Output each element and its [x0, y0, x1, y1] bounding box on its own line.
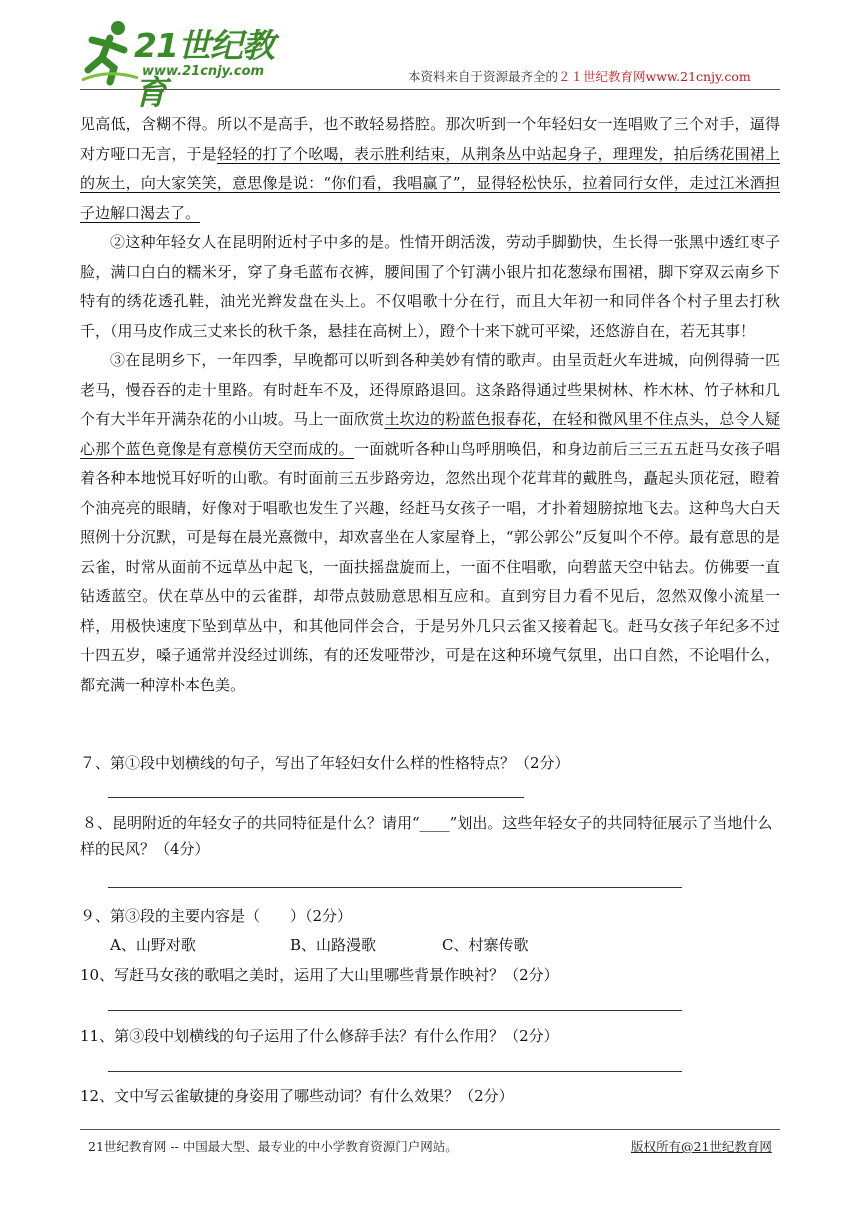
- paragraph-3-start: ③在昆明乡下，一年四季，早晚都可以听到各种美妙有情的歌声。由呈贡赶火车进城，向例得骑一匹老马，慢吞吞的走十里路。有时赶车不及，还得原路退回。这条路得通过些果树林、柞木林、竹子林和几个有大半年开满杂花的小山坡。马上一面欣赏: [80, 351, 780, 428]
- copyright-link[interactable]: 版权所有@21世纪教育网: [631, 1139, 772, 1154]
- paragraph-3: [80, 346, 780, 700]
- question-9: ９、第③段的主要内容是（ ）（2分）: [80, 907, 353, 925]
- answer-line-10[interactable]: [108, 1010, 682, 1011]
- paragraph-2: ②这种年轻女人在昆明附近村子中多的是。性情开朗活泼，劳动手脚勤快，生长得一张黑中透红枣子脸，满口白白的糯米牙，穿了身毛蓝布衣裤，腰间围了个钉满小银片扣花葱绿布围裙，脚下穿双云南乡下特有的绣花透孔鞋，油光光辫发盘在头上。不仅唱歌十分在行，而且大年初一和同伴各个村子里去打秋千，（用马皮作成三丈来长的秋千条，悬挂在高树上），蹬个十来下就可平梁，还悠游自在，若无其事！: [80, 233, 780, 340]
- question-10: 10、写赶马女孩的歌唱之美时，运用了大山里哪些背景作映衬？（2分）: [80, 966, 559, 984]
- header-note-site: ２１世纪教育网: [558, 69, 646, 84]
- option-c[interactable]: C、村寨传歌: [442, 936, 529, 954]
- footer-text: 21世纪教育网 -- 中国最大型、最专业的中小学教育资源门户网站。: [88, 1139, 458, 1154]
- answer-line-7[interactable]: [108, 797, 524, 798]
- header-note-prefix: 本资料来自于资源最齐全的: [408, 69, 559, 84]
- header-divider: [80, 89, 780, 90]
- option-b[interactable]: B、山路漫歌: [290, 936, 377, 954]
- question-12: 12、文中写云雀敏捷的身姿用了哪些动词？有什么效果？（2分）: [80, 1087, 514, 1105]
- option-a[interactable]: A、山野对歌: [110, 936, 196, 954]
- paragraph-1: [80, 110, 780, 228]
- question-8: ８、昆明附近的年轻女子的共同特征是什么？请用“____”划出。这些年轻女子的共同特征展示了当地什么样的民风？（4分）: [80, 814, 773, 858]
- underlined-sentence-3: 土坎边的粉蓝色报春花，在轻和微风里不住点头，总令人疑心那个蓝色竟像是有意模仿天空而成的。: [80, 410, 780, 458]
- question-11: 11、第③段中划横线的句子运用了什么修辞手法？有什么作用？（2分）: [80, 1027, 559, 1045]
- header-note: [408, 67, 751, 85]
- logo-url: www.21cnjy.com: [142, 64, 265, 79]
- running-figure-icon: [80, 18, 140, 86]
- site-logo: [80, 18, 290, 112]
- footer-divider: [80, 1129, 780, 1130]
- answer-line-11[interactable]: [108, 1071, 682, 1072]
- paragraph-3-rest: 一面就听各种山鸟呼朋唤侣，和身边前后三三五五赶马女孩子唱着各种本地悦耳好听的山歌。有时面前三五步路旁边，忽然出现个花茸茸的戴胜鸟，矗起头顶花冠，瞪着个油亮亮的眼睛，好像对于唱歌也发生了兴趣，经赶马女孩子一唱，才扑着翅膀掠地飞去。这种鸟大白天照例十分沉默，可是每在晨光熹微中，却欢喜坐在人家屋脊上，“郭公郭公”反复叫个不停。最有意思的是云雀，时常从面前不远草丛中起飞，一面扶摇盘旋而上，一面不住唱歌，向碧蓝天空中钻去。仿佛要一直钻透蓝空。伏在草丛中的云雀群，却带点鼓励意思相互应和。直到穷目力看不见后，忽然双像小流星一样，用极快速度下坠到草丛中，和其他同伴会合，于是另外几只云雀又接着起飞。赶马女孩子年纪多不过十四五岁，嗓子通常并没经过训练，有的还发哑带沙，可是在这种环境气氛里，出口自然，不论唱什么，都充满一种淳朴本色美。: [80, 439, 780, 694]
- logo-text: 21世纪教育: [134, 26, 274, 112]
- question-7: ７、第①段中划横线的句子，写出了年轻妇女什么样的性格特点？（2分）: [80, 754, 570, 772]
- reading-passage: [80, 110, 780, 700]
- page-header: [0, 0, 860, 112]
- header-note-url[interactable]: www.21cnjy.com: [645, 69, 751, 84]
- paragraph-1-plain: 见高低，含糊不得。所以不是高手，也不敢轻易搭腔。那次听到一个年轻妇女一连唱败了三个对手，逼得对方哑口无言，于是: [80, 115, 780, 163]
- underlined-sentence-1: 轻轻的打了个吆喝，表示胜利结束，从荆条丛中站起身子，理理发，拍后绣花围裙上的灰土，向大家笑笑，意思像是说：“你们看，我唱赢了”，显得轻松快乐，拉着同行女伴，走过江米酒担子边解口渴去了。: [80, 144, 780, 222]
- answer-line-8[interactable]: [108, 887, 682, 888]
